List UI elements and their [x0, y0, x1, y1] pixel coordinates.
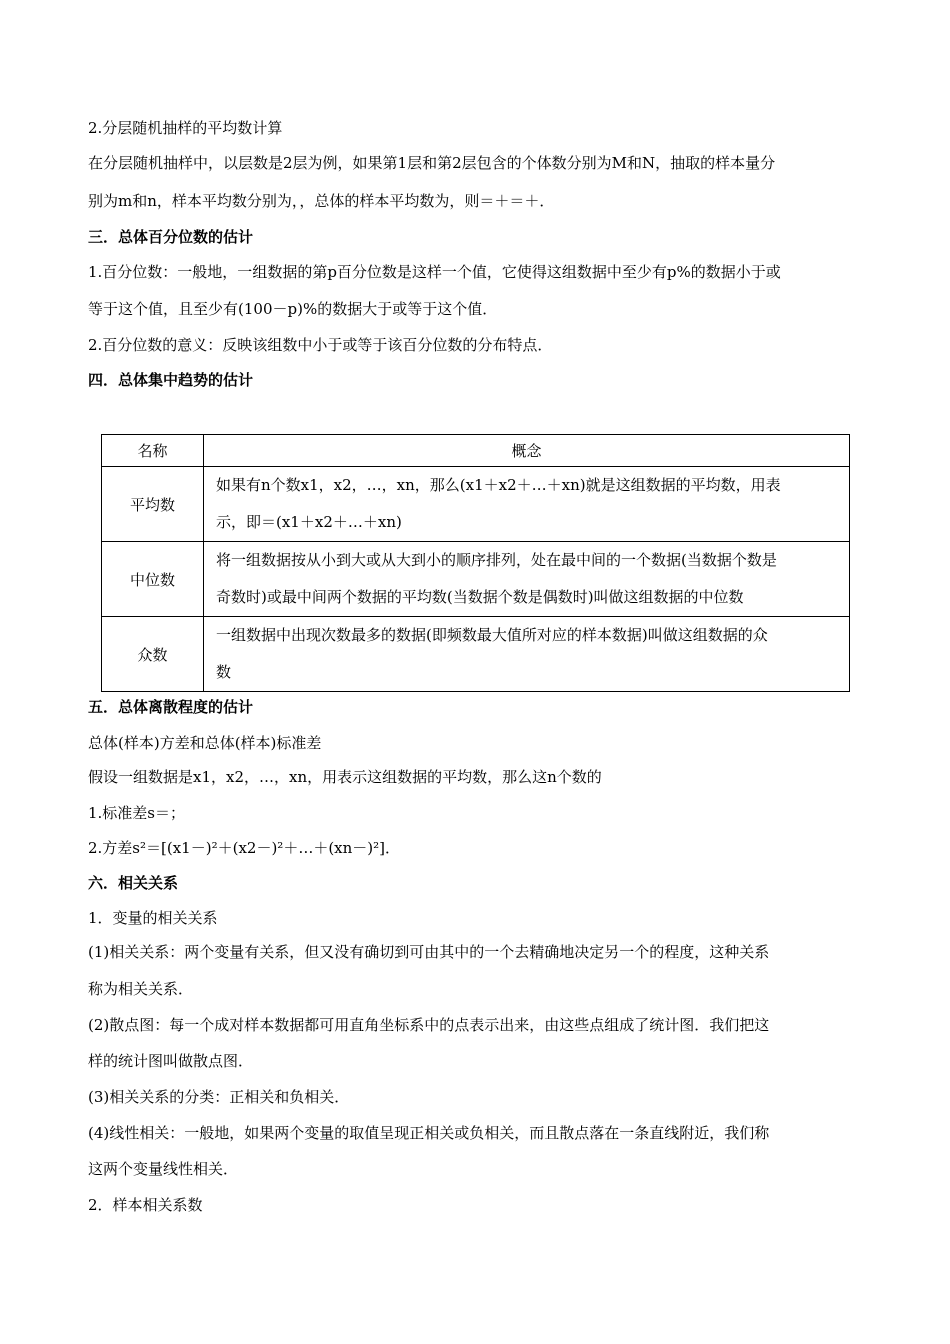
- table-row: [102, 542, 850, 617]
- term-mode: 众数: [102, 617, 204, 692]
- definition-line: 一组数据中出现次数最多的数据(即频数最大值所对应的样本数据)叫做这组数据的众: [216, 626, 768, 644]
- variance-formula: 2.方差s²＝[(x1－)²＋(x2－)²＋…＋(xn－)²]．: [88, 839, 401, 857]
- definition-line: 奇数时)或最中间两个数据的平均数(当数据个数是偶数时)叫做这组数据的中位数: [216, 588, 744, 606]
- definition-line: 将一组数据按从小到大或从大到小的顺序排列，处在最中间的一个数据(当数据个数是: [216, 551, 777, 569]
- correlation-classification: (3)相关关系的分类：正相关和负相关．: [88, 1088, 350, 1106]
- section-5-subtitle: 总体(样本)方差和总体(样本)标准差: [88, 734, 322, 752]
- correlation-definition-line-1: (1)相关关系：两个变量有关系，但又没有确切到可由其中的一个去精确地决定另一个的程度，这种关系: [88, 943, 770, 961]
- scatter-plot-line-1: (2)散点图：每一个成对样本数据都可用直角坐标系中的点表示出来，由这些点组成了统计图．我们把这: [88, 1016, 770, 1034]
- section-5-title: 五．总体离散程度的估计: [88, 698, 254, 716]
- section-3-title: 三．总体百分位数的估计: [88, 228, 254, 246]
- correlation-definition-line-2: 称为相关关系．: [88, 980, 194, 998]
- stratified-paragraph-line-1: 在分层随机抽样中，以层数是2层为例，如果第1层和第2层包含的个体数分别为M和N，抽取的样本量分: [88, 154, 776, 172]
- stratified-heading: 2.分层随机抽样的平均数计算: [88, 119, 283, 137]
- dispersion-intro: 假设一组数据是x1，x2，…，xn，用表示这组数据的平均数，那么这n个数的: [88, 768, 602, 786]
- definition-line: 如果有n个数x1，x2，…，xn，那么(x1＋x2＋…＋xn)就是这组数据的平均数，用表: [216, 476, 781, 494]
- correlation-subheading-1: 1．变量的相关关系: [88, 909, 218, 927]
- section-4-title: 四．总体集中趋势的估计: [88, 371, 254, 389]
- correlation-subheading-2: 2．样本相关系数: [88, 1196, 203, 1214]
- standard-deviation-formula: 1.标准差s＝；: [88, 804, 186, 822]
- table-row: [102, 617, 850, 692]
- stratified-paragraph-line-2: 别为m和n，样本平均数分别为，，总体的样本平均数为，则＝＋＝＋．: [88, 192, 555, 210]
- percentile-definition-line-2: 等于这个值，且至少有(100－p)%的数据大于或等于这个值．: [88, 300, 498, 318]
- scatter-plot-line-2: 样的统计图叫做散点图．: [88, 1052, 254, 1070]
- definition-line: 示，即＝(x1＋x2＋…＋xn): [216, 513, 402, 531]
- definition-mode: [204, 617, 850, 692]
- table-row: [102, 467, 850, 542]
- definition-mean: [204, 467, 850, 542]
- percentile-definition-line-1: 1.百分位数：一般地，一组数据的第p百分位数是这样一个值，它使得这组数据中至少有p%的数据小于或: [88, 263, 781, 281]
- linear-correlation-line-2: 这两个变量线性相关．: [88, 1160, 239, 1178]
- table-header-row: [102, 435, 850, 467]
- header-concept: 概念: [204, 435, 850, 467]
- linear-correlation-line-1: (4)线性相关：一般地，如果两个变量的取值呈现正相关或负相关，而且散点落在一条直线附近，我们称: [88, 1124, 770, 1142]
- definition-median: [204, 542, 850, 617]
- term-median: 中位数: [102, 542, 204, 617]
- percentile-meaning: 2.百分位数的意义：反映该组数中小于或等于该百分位数的分布特点．: [88, 336, 553, 354]
- header-name: 名称: [102, 435, 204, 467]
- central-tendency-table: [101, 434, 850, 692]
- section-6-title: 六．相关关系: [88, 874, 179, 892]
- definition-line: 数: [216, 663, 232, 681]
- term-mean: 平均数: [102, 467, 204, 542]
